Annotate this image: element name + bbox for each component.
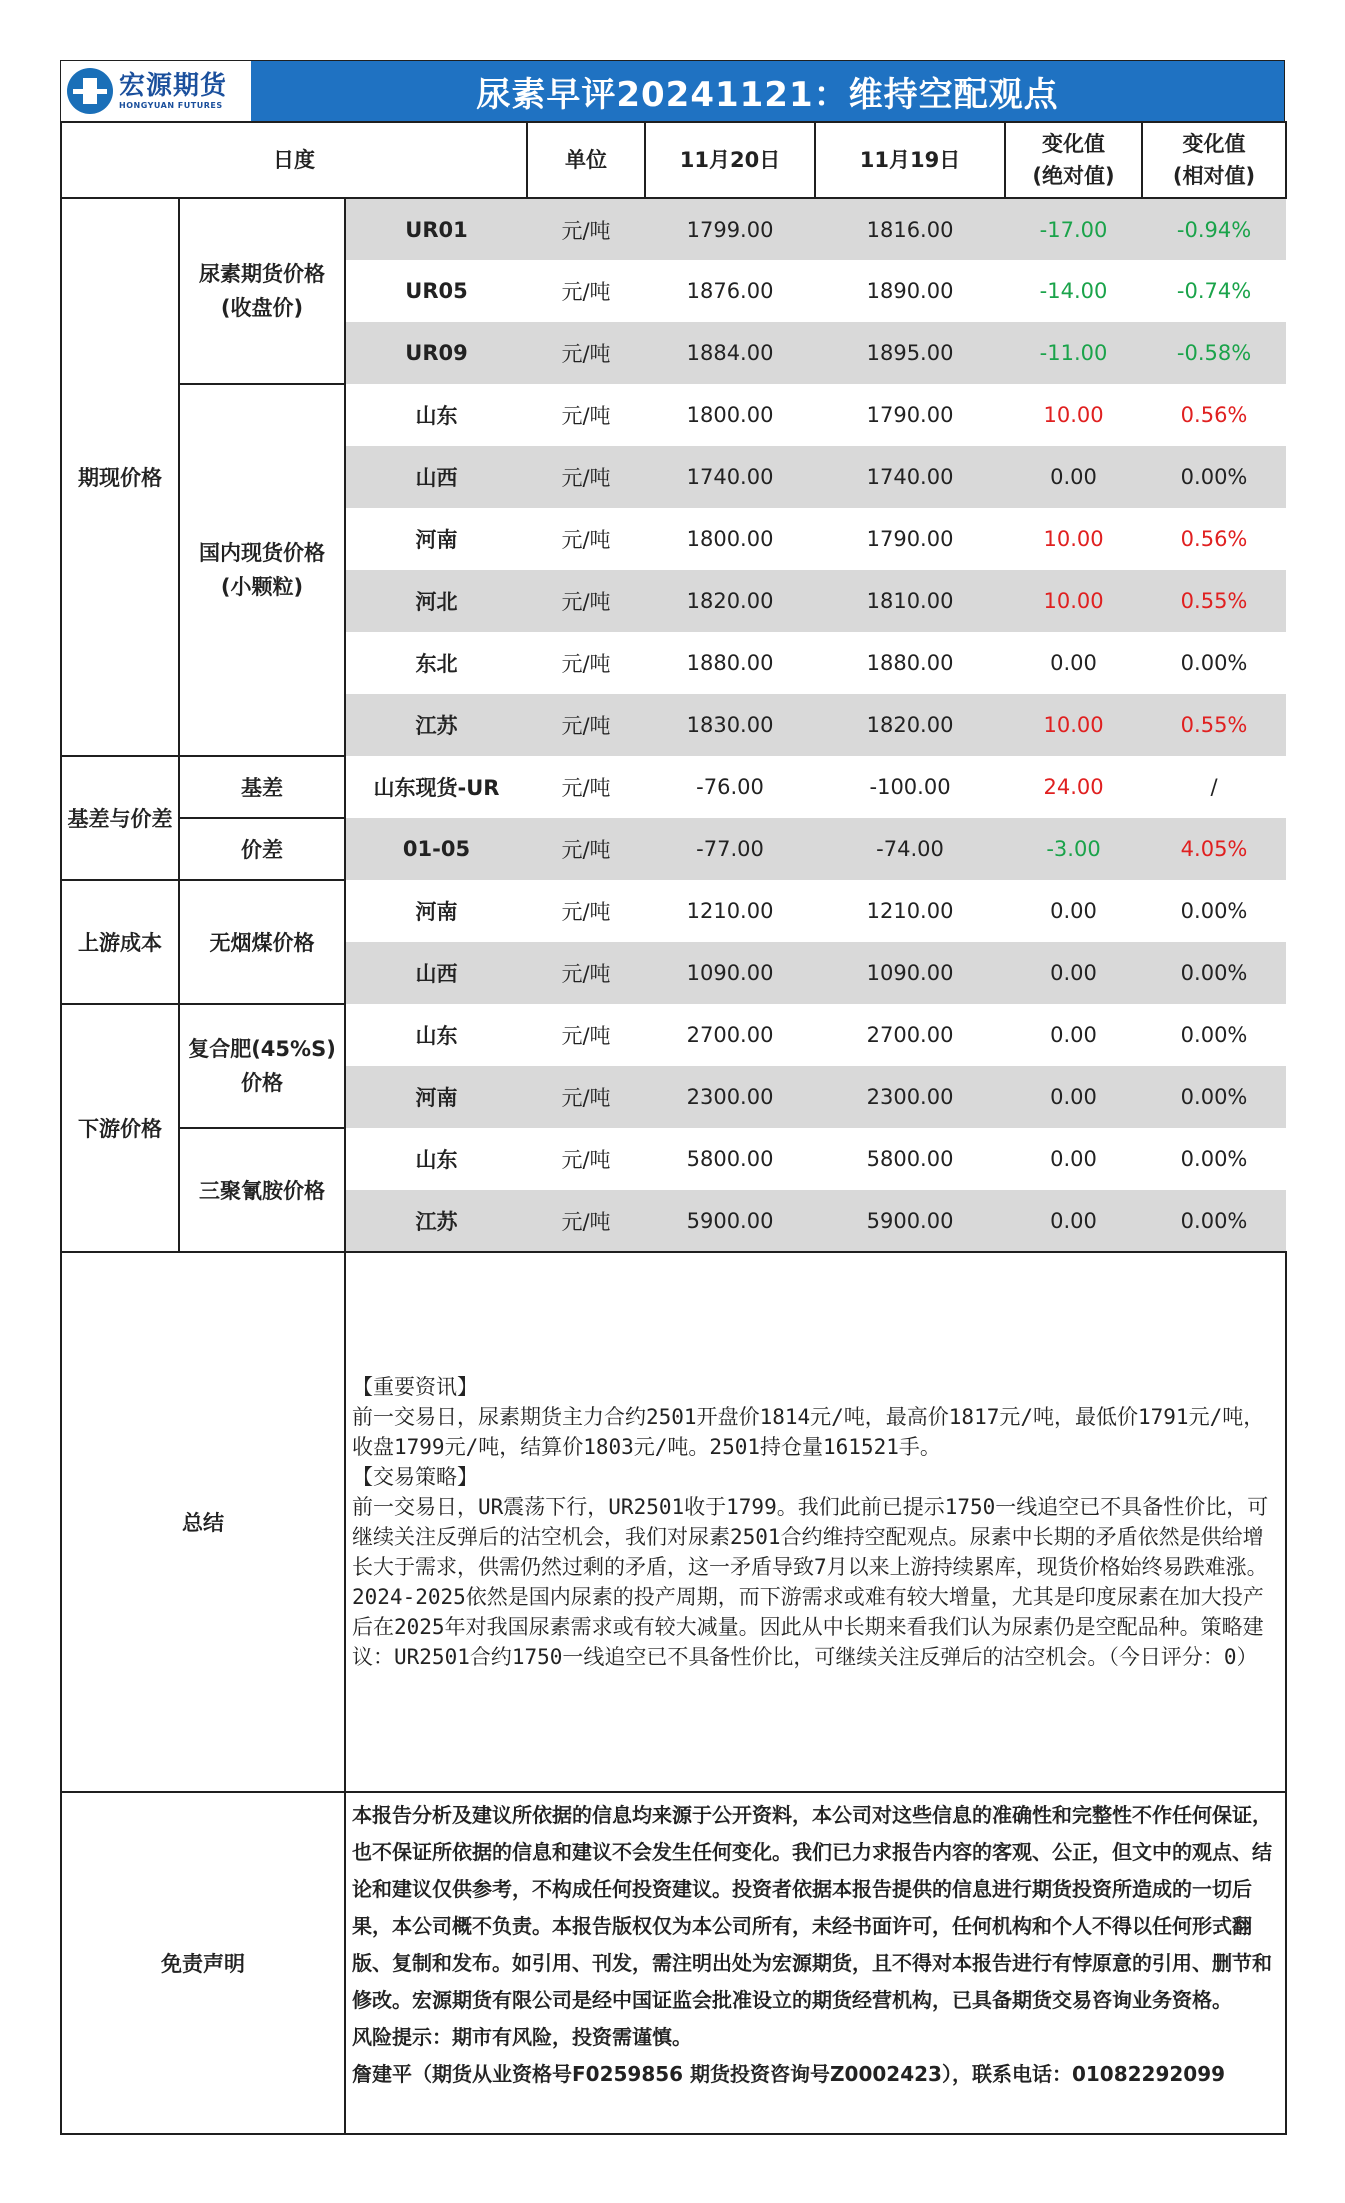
row-value-1119: 5900.00 xyxy=(815,1190,1005,1252)
disclaimer-label: 免责声明 xyxy=(61,1792,345,2134)
risk-warning: 风险提示：期市有风险，投资需谨慎。 xyxy=(352,2025,692,2049)
disclaimer-text xyxy=(345,1792,1286,2134)
row-rel-change: -0.94% xyxy=(1142,198,1286,260)
table-row xyxy=(61,756,1286,818)
header-date1: 11月20日 xyxy=(645,122,815,198)
summary-label: 总结 xyxy=(61,1252,345,1792)
row-value-1120: -76.00 xyxy=(645,756,815,818)
row-value-1120: 1740.00 xyxy=(645,446,815,508)
strategy-body: 前一交易日，UR震荡下行，UR2501收于1799。我们此前已提示1750一线追空已不具备性价比，可继续关注反弹后的沽空机会，我们对尿素2501合约维持空配观点。尿素中长期的矛盾依然是供给增长大于需求，供需仍然过剩的矛盾，这一矛盾导致7月以来上游持续累库，现货价格始终易跌难涨。2024-2025依然是国内尿素的投产周期，而下游需求或难有较大增量，尤其是印度尿素在加大投产后在2025年对我国尿素需求或有较大减量。因此从中长期来看我们认为尿素仍是空配品种。策略建议：UR2501合约1750一线追空已不具备性价比，可继续关注反弹后的沽空机会。（今日评分：0） xyxy=(352,1495,1269,1669)
row-rel-change: 0.00% xyxy=(1142,632,1286,694)
row-abs-change: -11.00 xyxy=(1005,322,1142,384)
row-value-1120: 1210.00 xyxy=(645,880,815,942)
row-abs-change: -14.00 xyxy=(1005,260,1142,322)
row-item: 山西 xyxy=(345,942,527,1004)
row-value-1119: -100.00 xyxy=(815,756,1005,818)
row-abs-change: 0.00 xyxy=(1005,1066,1142,1128)
table-row xyxy=(61,880,1286,942)
row-item: 山东 xyxy=(345,1128,527,1190)
disclaimer-row xyxy=(61,1792,1286,2134)
section-downstream: 下游价格 xyxy=(61,1004,179,1252)
row-abs-change: 0.00 xyxy=(1005,1004,1142,1066)
header-date2: 11月19日 xyxy=(815,122,1005,198)
row-rel-change: 0.00% xyxy=(1142,880,1286,942)
logo-cn: 宏源期货 xyxy=(119,70,228,101)
row-unit: 元/吨 xyxy=(527,198,645,260)
news-body: 前一交易日，尿素期货主力合约2501开盘价1814元/吨，最高价1817元/吨，最低价1791元/吨，收盘1799元/吨，结算价1803元/吨。2501持仓量161521手。 xyxy=(352,1405,1265,1459)
subsection-compound-fertilizer: 复合肥(45%S) 价格 xyxy=(179,1004,345,1128)
row-rel-change: 0.00% xyxy=(1142,1004,1286,1066)
row-item: 山东 xyxy=(345,384,527,446)
subsection-spot-price: 国内现货价格 (小颗粒) xyxy=(179,384,345,756)
subsection-basis: 基差 xyxy=(179,756,345,818)
analyst-contact: 詹建平（期货从业资格号F0259856 期货投资咨询号Z0002423），联系电话：01082292099 xyxy=(352,2062,1226,2086)
table-row xyxy=(61,818,1286,880)
header-abs-change: 变化值 (绝对值) xyxy=(1005,122,1142,198)
strategy-heading: 【交易策略】 xyxy=(352,1465,478,1489)
header-period: 日度 xyxy=(61,122,527,198)
row-value-1119: 1880.00 xyxy=(815,632,1005,694)
row-rel-change: 0.00% xyxy=(1142,1066,1286,1128)
row-unit: 元/吨 xyxy=(527,1004,645,1066)
row-value-1119: 1890.00 xyxy=(815,260,1005,322)
row-rel-change: 0.00% xyxy=(1142,1128,1286,1190)
table-row xyxy=(61,1128,1286,1190)
row-value-1120: 5800.00 xyxy=(645,1128,815,1190)
row-value-1119: 1820.00 xyxy=(815,694,1005,756)
row-abs-change: 10.00 xyxy=(1005,694,1142,756)
row-unit: 元/吨 xyxy=(527,446,645,508)
row-rel-change: 0.00% xyxy=(1142,942,1286,1004)
row-abs-change: 10.00 xyxy=(1005,384,1142,446)
summary-text xyxy=(345,1252,1286,1792)
header-unit: 单位 xyxy=(527,122,645,198)
row-rel-change: 0.55% xyxy=(1142,694,1286,756)
logo-en: HONGYUAN FUTURES xyxy=(119,100,223,110)
row-value-1120: 2300.00 xyxy=(645,1066,815,1128)
row-rel-change: 0.55% xyxy=(1142,570,1286,632)
row-abs-change: 0.00 xyxy=(1005,880,1142,942)
row-value-1120: 2700.00 xyxy=(645,1004,815,1066)
row-item: 河南 xyxy=(345,508,527,570)
hongyuan-logo-icon xyxy=(67,68,113,114)
row-value-1119: 2300.00 xyxy=(815,1066,1005,1128)
row-value-1120: 5900.00 xyxy=(645,1190,815,1252)
subsection-melamine: 三聚氰胺价格 xyxy=(179,1128,345,1252)
row-abs-change: -17.00 xyxy=(1005,198,1142,260)
row-unit: 元/吨 xyxy=(527,1128,645,1190)
row-value-1120: 1090.00 xyxy=(645,942,815,1004)
section-futures-spot: 期现价格 xyxy=(61,198,179,756)
table-row xyxy=(61,1004,1286,1066)
row-value-1119: 5800.00 xyxy=(815,1128,1005,1190)
row-item: 河南 xyxy=(345,880,527,942)
row-rel-change: 0.56% xyxy=(1142,384,1286,446)
header-rel-change: 变化值 (相对值) xyxy=(1142,122,1286,198)
row-unit: 元/吨 xyxy=(527,1066,645,1128)
row-abs-change: 24.00 xyxy=(1005,756,1142,818)
row-abs-change: 0.00 xyxy=(1005,632,1142,694)
row-unit: 元/吨 xyxy=(527,694,645,756)
row-value-1120: -77.00 xyxy=(645,818,815,880)
row-value-1119: 1790.00 xyxy=(815,508,1005,570)
report-banner xyxy=(60,60,1285,121)
row-value-1120: 1800.00 xyxy=(645,508,815,570)
row-unit: 元/吨 xyxy=(527,322,645,384)
row-unit: 元/吨 xyxy=(527,756,645,818)
report-title: 尿素早评20241121：维持空配观点 xyxy=(251,61,1284,121)
row-rel-change: 0.00% xyxy=(1142,1190,1286,1252)
subsection-spread: 价差 xyxy=(179,818,345,880)
row-item: 河北 xyxy=(345,570,527,632)
row-value-1120: 1799.00 xyxy=(645,198,815,260)
row-unit: 元/吨 xyxy=(527,880,645,942)
row-item: 山东 xyxy=(345,1004,527,1066)
row-rel-change: 0.56% xyxy=(1142,508,1286,570)
row-value-1119: 1090.00 xyxy=(815,942,1005,1004)
row-value-1119: 1210.00 xyxy=(815,880,1005,942)
row-abs-change: 0.00 xyxy=(1005,942,1142,1004)
row-value-1120: 1830.00 xyxy=(645,694,815,756)
row-rel-change: -0.58% xyxy=(1142,322,1286,384)
row-abs-change: 0.00 xyxy=(1005,446,1142,508)
row-abs-change: 0.00 xyxy=(1005,1190,1142,1252)
news-heading: 【重要资讯】 xyxy=(352,1375,478,1399)
row-unit: 元/吨 xyxy=(527,942,645,1004)
row-abs-change: -3.00 xyxy=(1005,818,1142,880)
row-rel-change: 0.00% xyxy=(1142,446,1286,508)
row-unit: 元/吨 xyxy=(527,1190,645,1252)
row-value-1120: 1880.00 xyxy=(645,632,815,694)
row-value-1119: 1810.00 xyxy=(815,570,1005,632)
row-item: 01-05 xyxy=(345,818,527,880)
summary-row xyxy=(61,1252,1286,1792)
row-item: UR01 xyxy=(345,198,527,260)
row-unit: 元/吨 xyxy=(527,508,645,570)
row-unit: 元/吨 xyxy=(527,260,645,322)
row-rel-change: -0.74% xyxy=(1142,260,1286,322)
row-item: UR09 xyxy=(345,322,527,384)
disclaimer-body: 本报告分析及建议所依据的信息均来源于公开资料，本公司对这些信息的准确性和完整性不作任何保证，也不保证所依据的信息和建议不会发生任何变化。我们已力求报告内容的客观、公正，但文中的观点、结论和建议仅供参考，不构成任何投资建议。投资者依据本报告提供的信息进行期货投资所造成的一切后果，本公司概不负责。本报告版权仅为本公司所有，未经书面许可，任何机构和个人不得以任何形式翻版、复制和发布。如引用、刊发，需注明出处为宏源期货，且不得对本报告进行有悖原意的引用、删节和修改。宏源期货有限公司是经中国证监会批准设立的期货经营机构，已具备期货交易咨询业务资格。 xyxy=(352,1803,1272,2012)
row-rel-change: / xyxy=(1142,756,1286,818)
report-sheet xyxy=(60,60,1285,2135)
row-abs-change: 0.00 xyxy=(1005,1128,1142,1190)
row-value-1119: 1740.00 xyxy=(815,446,1005,508)
row-item: 江苏 xyxy=(345,1190,527,1252)
table-row xyxy=(61,384,1286,446)
row-abs-change: 10.00 xyxy=(1005,570,1142,632)
section-basis-spread: 基差与价差 xyxy=(61,756,179,880)
row-value-1119: -74.00 xyxy=(815,818,1005,880)
row-value-1119: 1790.00 xyxy=(815,384,1005,446)
row-rel-change: 4.05% xyxy=(1142,818,1286,880)
row-unit: 元/吨 xyxy=(527,632,645,694)
row-value-1119: 1816.00 xyxy=(815,198,1005,260)
row-value-1120: 1876.00 xyxy=(645,260,815,322)
row-value-1120: 1800.00 xyxy=(645,384,815,446)
table-row xyxy=(61,198,1286,260)
row-value-1120: 1884.00 xyxy=(645,322,815,384)
row-item: UR05 xyxy=(345,260,527,322)
subsection-futures-price: 尿素期货价格 (收盘价) xyxy=(179,198,345,384)
row-item: 山东现货-UR xyxy=(345,756,527,818)
row-unit: 元/吨 xyxy=(527,818,645,880)
row-item: 江苏 xyxy=(345,694,527,756)
row-value-1119: 1895.00 xyxy=(815,322,1005,384)
row-value-1120: 1820.00 xyxy=(645,570,815,632)
table-header-row xyxy=(61,122,1286,198)
row-item: 东北 xyxy=(345,632,527,694)
row-item: 山西 xyxy=(345,446,527,508)
row-unit: 元/吨 xyxy=(527,570,645,632)
row-unit: 元/吨 xyxy=(527,384,645,446)
row-abs-change: 10.00 xyxy=(1005,508,1142,570)
price-table xyxy=(60,121,1287,2135)
section-upstream: 上游成本 xyxy=(61,880,179,1004)
company-logo xyxy=(61,61,251,121)
row-value-1119: 2700.00 xyxy=(815,1004,1005,1066)
subsection-anthracite: 无烟煤价格 xyxy=(179,880,345,1004)
row-item: 河南 xyxy=(345,1066,527,1128)
